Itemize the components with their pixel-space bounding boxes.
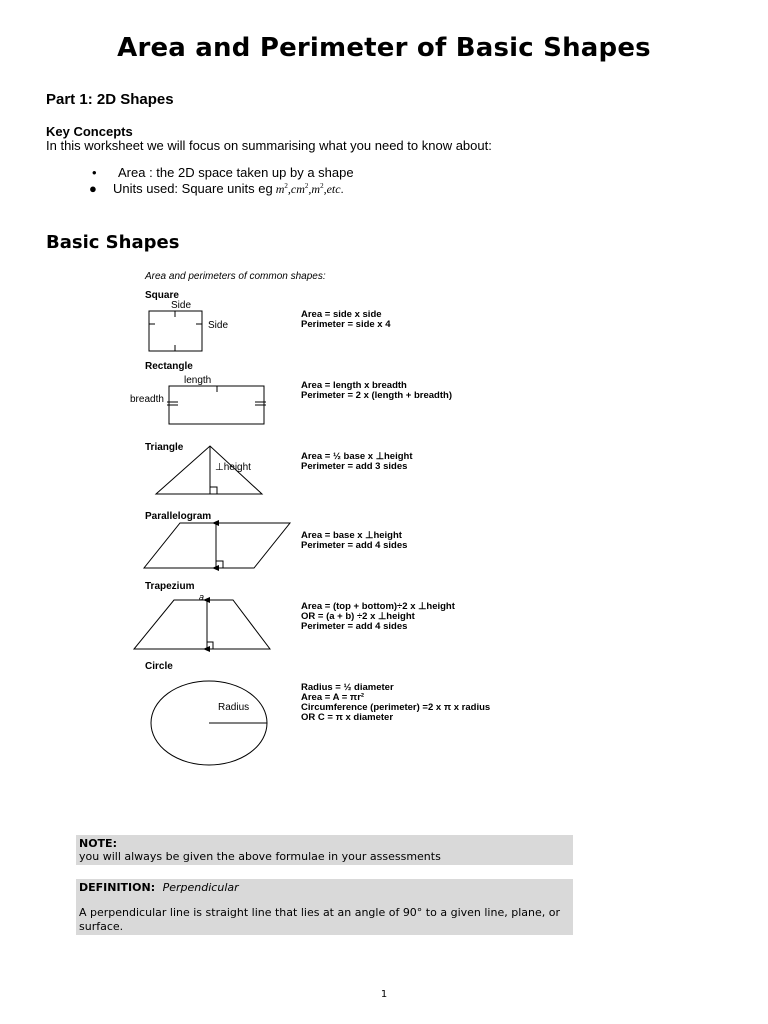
square-formulas: Area = side x side Perimeter = side x 4 — [301, 309, 391, 330]
square-side-right-label: Side — [208, 320, 229, 331]
triangle-title: Triangle — [145, 442, 184, 453]
parallelogram-formulas: Area = base x ⊥height Perimeter = add 4 sides — [301, 530, 408, 551]
bullet-icon: ● — [89, 181, 97, 196]
note-heading: NOTE: — [79, 837, 117, 850]
triangle-formulas: Area = ½ base x ⊥height Perimeter = add 3 sides — [301, 451, 413, 472]
square-side-top-label: Side — [171, 300, 192, 311]
part-heading: Part 1: 2D Shapes — [46, 91, 174, 108]
bullet-text: Area : the 2D space taken up by a shape — [118, 165, 354, 180]
bullet-icon: • — [92, 165, 97, 180]
parallelogram-title: Parallelogram — [145, 511, 212, 522]
figure-caption: Area and perimeters of common shapes: — [145, 271, 326, 282]
definition-heading: DEFINITION: — [79, 881, 156, 894]
rectangle-breadth-label: breadth — [130, 394, 164, 405]
rectangle-formulas: Area = length x breadth Perimeter = 2 x (length + breadth) — [301, 380, 452, 401]
triangle-shape — [156, 446, 262, 494]
key-concepts-heading: Key Concepts — [46, 124, 133, 139]
page-title: Area and Perimeter of Basic Shapes — [117, 33, 651, 63]
section-heading: Basic Shapes — [46, 232, 180, 253]
trapezium-shape — [134, 600, 270, 649]
circle-title: Circle — [145, 661, 173, 672]
note-text: you will always be given the above formulae in your assessments — [79, 850, 441, 863]
rectangle-title: Rectangle — [145, 361, 193, 372]
definition-heading-row — [79, 881, 239, 894]
square-title: Square — [145, 290, 179, 301]
page-number: 1 — [380, 989, 388, 1000]
definition-text: A perpendicular line is straight line that lies at an angle of 90° to a given line, plane, or surface. — [79, 906, 560, 933]
trapezium-title: Trapezium — [145, 581, 195, 592]
note-box — [76, 835, 573, 865]
triangle-height-label: ⊥height — [215, 462, 251, 473]
intro-paragraph: In this worksheet we will focus on summarising what you need to know about: — [46, 138, 492, 153]
trapezium-formulas: Area = (top + bottom)÷2 x ⊥height OR = (a + b) ÷2 x ⊥height Perimeter = add 4 sides — [301, 601, 455, 632]
trapezium-a-label: a — [199, 592, 205, 602]
circle-radius-label: Radius — [218, 702, 250, 713]
bullet-text: Units used: Square units eg — [113, 181, 273, 196]
circle-formulas: Radius = ½ diameter Area = A = πr² Circumference (perimeter) =2 x π x radius OR C = π x diameter — [301, 682, 491, 723]
definition-box — [76, 879, 573, 935]
definition-term: Perpendicular — [162, 881, 239, 894]
rectangle-length-label: length — [184, 375, 212, 386]
units-formula: $m^2,cm^2,m^2,etc$. — [275, 182, 344, 196]
